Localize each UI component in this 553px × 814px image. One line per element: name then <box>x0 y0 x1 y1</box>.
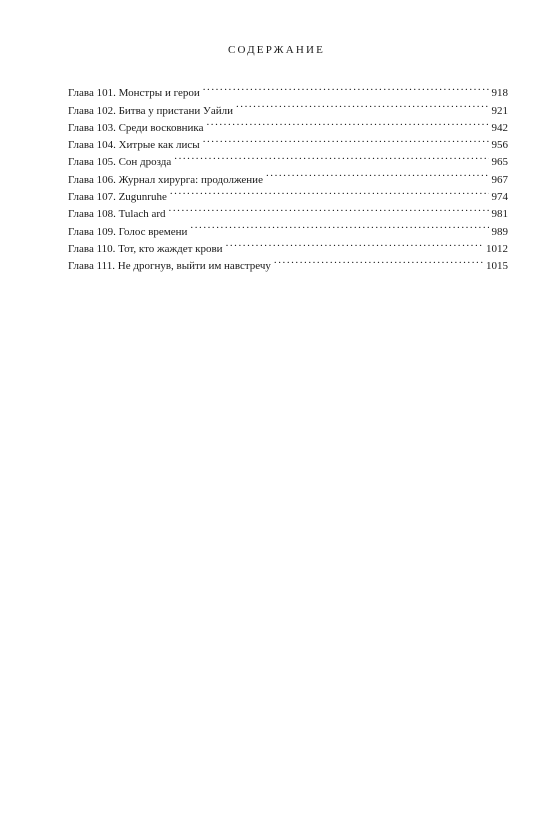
toc-entry-label: Глава 101. Монстры и герои <box>68 87 200 100</box>
toc-entry-label: Глава 104. Хитрые как лисы <box>68 139 200 152</box>
toc-entry-page: 981 <box>491 208 508 221</box>
dot-leader <box>206 114 488 131</box>
dot-leader <box>170 183 489 200</box>
toc-entry-label: Глава 109. Голос времени <box>68 225 188 238</box>
dot-leader <box>226 235 483 252</box>
dot-leader <box>236 96 489 113</box>
toc-entry-page: 918 <box>491 87 508 100</box>
dot-leader <box>174 148 488 165</box>
toc-entry-label: Глава 108. Tulach ard <box>68 208 166 221</box>
toc-entry-page: 967 <box>491 173 508 186</box>
toc-entry-label: Глава 105. Сон дрозда <box>68 156 172 169</box>
dot-leader <box>203 79 489 96</box>
toc-entry-page: 921 <box>491 104 508 117</box>
toc-entry-page: 989 <box>491 225 508 238</box>
dot-leader <box>266 165 489 182</box>
toc-entry-page: 965 <box>491 156 508 169</box>
toc-list <box>68 79 508 273</box>
toc-entry-label: Глава 107. Zugunruhe <box>68 191 167 204</box>
dot-leader <box>190 217 488 234</box>
toc-entry-page: 956 <box>491 139 508 152</box>
toc-title: СОДЕРЖАНИЕ <box>227 44 326 56</box>
dot-leader <box>203 131 489 148</box>
dot-leader <box>274 252 483 269</box>
toc-entry-page: 942 <box>491 121 508 134</box>
toc-entry-label: Глава 110. Тот, кто жаждет крови <box>68 242 223 255</box>
toc-entry-page: 1015 <box>486 260 508 273</box>
toc-entry-label: Глава 111. Не дрогнув, выйти им навстречу <box>68 260 271 273</box>
toc-entry-label: Глава 102. Битва у пристани Уайли <box>68 104 233 117</box>
dot-leader <box>169 200 489 217</box>
toc-entry-page: 974 <box>491 191 508 204</box>
toc-entry-label: Глава 106. Журнал хирурга: продолжение <box>68 173 263 186</box>
toc-entry <box>68 79 508 100</box>
toc-entry-label: Глава 103. Среди восковника <box>68 121 204 134</box>
toc-entry-page: 1012 <box>486 242 508 255</box>
